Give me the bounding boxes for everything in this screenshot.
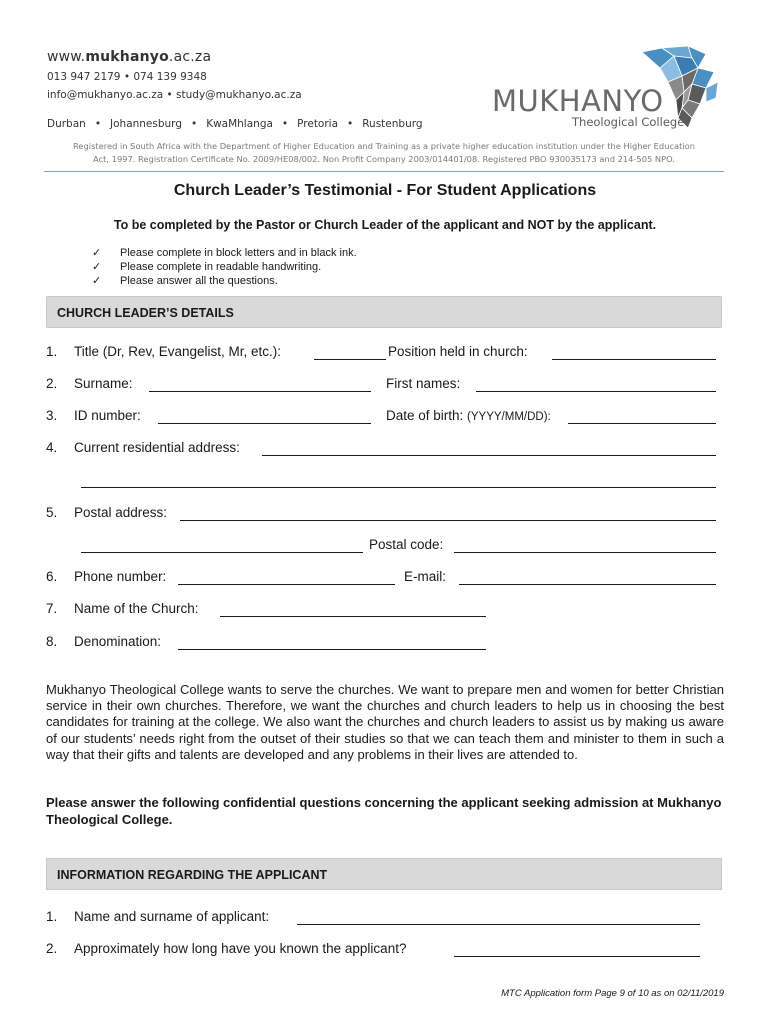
position-field[interactable]	[552, 359, 716, 360]
instruction-list	[92, 246, 357, 288]
question-number: 8.	[46, 634, 58, 649]
checkmark-icon: ✓	[92, 261, 102, 273]
question-number: 1.	[46, 344, 58, 359]
known-duration-field[interactable]	[454, 956, 700, 957]
form-subtitle: To be completed by the Pastor or Church Leader of the applicant and NOT by the applicant.	[113, 218, 657, 232]
postal-address-label: Postal address:	[74, 505, 168, 520]
id-number-field[interactable]	[158, 423, 371, 424]
campus-item: KwaMhlanga	[206, 118, 273, 130]
instruction-item: ✓ Please complete in block letters and in black ink.	[92, 247, 357, 259]
checkmark-icon: ✓	[92, 275, 102, 287]
question-number: 4.	[46, 440, 58, 455]
postal-address-field[interactable]	[180, 520, 716, 521]
registration-notice: Registered in South Africa with the Department of Higher Education and Training as a private higher education institution under the Higher Education Act, 1997. Registration Certificate No. 2009/HE08/002. Non Profit Company 2003/014401/08. Registered PBO 930035173 and 214-505 NPO.	[73, 141, 695, 164]
college-purpose-paragraph: Mukhanyo Theological College wants to serve the churches. We want to prepare men and women for better Christian service in their own churches. Therefore, we want the churches and church leaders to help us in choosing the best candidates for training at the college. We also want the churches and church leaders to assist us by making us aware of our students’ needs right from the outset of their studies so that we can teach them and minister to them in such a way that their gifts and talents are developed and any problems in their lives are attended to.	[46, 682, 724, 762]
logo-subtitle: Theological College	[572, 115, 685, 129]
campus-separator: •	[94, 118, 102, 130]
denomination-label: Denomination:	[74, 634, 162, 649]
known-duration-label: Approximately how long have you known the applicant?	[74, 941, 407, 956]
page-footer: MTC Application form Page 9 of 10 as on 02/11/2019	[501, 988, 724, 999]
phone-number-field[interactable]	[178, 584, 395, 585]
question-number: 3.	[46, 408, 58, 423]
surname-label: Surname:	[74, 376, 133, 391]
form-title: Church Leader’s Testimonial - For Student Applications	[173, 182, 597, 199]
instruction-item: ✓ Please complete in readable handwriting.	[92, 261, 322, 273]
campus-separator: •	[281, 118, 289, 130]
campus-list	[47, 118, 423, 130]
surname-field[interactable]	[149, 391, 371, 392]
email-field[interactable]	[459, 584, 716, 585]
residential-address-label: Current residential address:	[74, 440, 240, 455]
header-divider	[44, 171, 724, 172]
campus-item: Rustenburg	[362, 118, 423, 130]
applicant-name-field[interactable]	[297, 924, 700, 925]
question-number: 2.	[46, 941, 58, 956]
residential-address-field[interactable]	[262, 455, 716, 456]
email-addresses: info@mukhanyo.ac.za • study@mukhanyo.ac.za	[47, 89, 302, 101]
campus-separator: •	[347, 118, 354, 130]
date-format-hint: (YYYY/MM/DD):	[467, 411, 551, 423]
phone-numbers: 013 947 2179 • 074 139 9348	[47, 71, 207, 83]
denomination-field[interactable]	[178, 649, 486, 650]
campus-item: Durban	[47, 118, 86, 130]
church-name-label: Name of the Church:	[74, 601, 199, 616]
residential-address-field-line2[interactable]	[81, 487, 716, 488]
confidential-questions-note: Please answer the following confidential questions concerning the applicant seeking admission at Mukhanyo Theological College.	[46, 795, 722, 827]
question-number: 1.	[46, 909, 58, 924]
first-names-label: First names:	[386, 376, 461, 391]
campus-item: Pretoria	[297, 118, 339, 130]
postal-code-field[interactable]	[454, 552, 716, 553]
college-logo	[492, 42, 722, 134]
postal-code-label: Postal code:	[369, 537, 444, 552]
email-label: E-mail:	[404, 569, 447, 584]
position-label: Position held in church:	[388, 344, 528, 359]
question-number: 5.	[46, 505, 58, 520]
question-number: 2.	[46, 376, 58, 391]
applicant-name-label: Name and surname of applicant:	[74, 909, 270, 924]
section-header-applicant: INFORMATION REGARDING THE APPLICANT	[46, 858, 722, 890]
section-header-church-leader: CHURCH LEADER’S DETAILS	[46, 296, 722, 328]
question-number: 6.	[46, 569, 58, 584]
question-number: 7.	[46, 601, 58, 616]
postal-address-field-line2[interactable]	[81, 552, 363, 553]
date-of-birth-label: Date of birth: (YYYY/MM/DD):	[386, 408, 551, 423]
checkmark-icon: ✓	[92, 247, 102, 259]
first-names-field[interactable]	[476, 391, 716, 392]
church-name-field[interactable]	[220, 616, 486, 617]
id-number-label: ID number:	[74, 408, 141, 423]
date-of-birth-field[interactable]	[568, 423, 716, 424]
title-label: Title (Dr, Rev, Evangelist, Mr, etc.):	[74, 344, 282, 359]
instruction-item: ✓ Please answer all the questions.	[92, 275, 278, 287]
title-field[interactable]	[314, 359, 386, 360]
website-address: www.mukhanyo.ac.za	[47, 49, 212, 65]
logo-wordmark: MUKHANYO	[492, 84, 664, 118]
phone-number-label: Phone number:	[74, 569, 167, 584]
campus-item: Johannesburg	[110, 118, 182, 130]
campus-separator: •	[190, 118, 198, 130]
